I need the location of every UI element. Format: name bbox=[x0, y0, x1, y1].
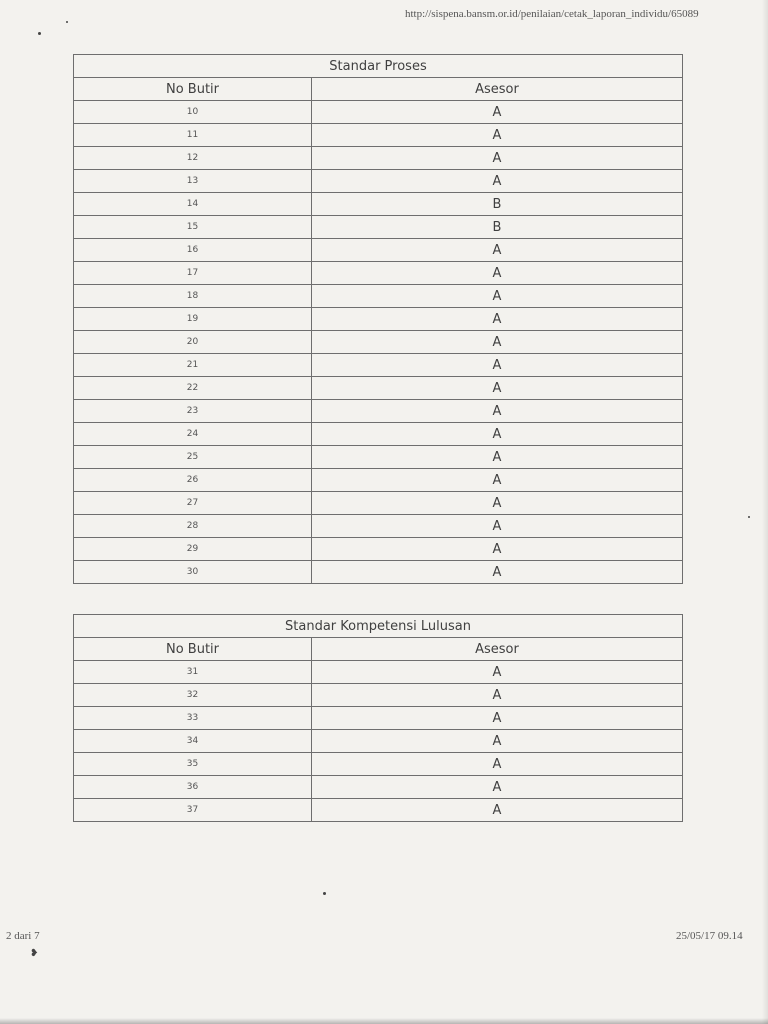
table-row bbox=[74, 262, 683, 285]
table-row bbox=[74, 515, 683, 538]
asesor-cell: A bbox=[312, 423, 683, 446]
no-butir-cell: 16 bbox=[74, 239, 312, 262]
no-butir-cell: 26 bbox=[74, 469, 312, 492]
no-butir-cell: 17 bbox=[74, 262, 312, 285]
asesor-cell: B bbox=[312, 193, 683, 216]
table-row bbox=[74, 377, 683, 400]
scan-edge bbox=[0, 1018, 768, 1024]
no-butir-cell: 14 bbox=[74, 193, 312, 216]
asesor-cell: A bbox=[312, 661, 683, 684]
table-row bbox=[74, 661, 683, 684]
scan-edge bbox=[762, 0, 768, 1024]
table-row bbox=[74, 423, 683, 446]
scan-speck bbox=[66, 21, 68, 23]
scan-speck bbox=[748, 516, 750, 518]
asesor-cell: A bbox=[312, 684, 683, 707]
table-row bbox=[74, 446, 683, 469]
no-butir-cell: 23 bbox=[74, 400, 312, 423]
table-row bbox=[74, 354, 683, 377]
asesor-cell: A bbox=[312, 730, 683, 753]
asesor-cell: A bbox=[312, 285, 683, 308]
asesor-cell: A bbox=[312, 262, 683, 285]
print-datetime: 25/05/17 09.14 bbox=[676, 930, 743, 942]
no-butir-cell: 27 bbox=[74, 492, 312, 515]
table-row bbox=[74, 684, 683, 707]
asesor-cell: A bbox=[312, 515, 683, 538]
scan-mark-icon: ❥ bbox=[30, 948, 39, 959]
table-row bbox=[74, 492, 683, 515]
no-butir-cell: 10 bbox=[74, 101, 312, 124]
asesor-cell: A bbox=[312, 101, 683, 124]
table-row bbox=[74, 469, 683, 492]
page-number: 2 dari 7 bbox=[6, 930, 40, 942]
asesor-cell: A bbox=[312, 377, 683, 400]
table-row bbox=[74, 561, 683, 584]
asesor-cell: A bbox=[312, 753, 683, 776]
column-header-asesor: Asesor bbox=[312, 78, 683, 101]
no-butir-cell: 20 bbox=[74, 331, 312, 354]
asesor-cell: A bbox=[312, 124, 683, 147]
no-butir-cell: 24 bbox=[74, 423, 312, 446]
scan-speck bbox=[323, 892, 326, 895]
scan-speck bbox=[38, 32, 41, 35]
table-row bbox=[74, 239, 683, 262]
asesor-cell: A bbox=[312, 561, 683, 584]
table-row bbox=[74, 730, 683, 753]
table-row bbox=[74, 101, 683, 124]
table-row bbox=[74, 753, 683, 776]
no-butir-cell: 28 bbox=[74, 515, 312, 538]
column-header-no-butir: No Butir bbox=[74, 638, 312, 661]
table-row bbox=[74, 799, 683, 822]
no-butir-cell: 29 bbox=[74, 538, 312, 561]
page-url: http://sispena.bansm.or.id/penilaian/cetak_laporan_individu/65089 bbox=[405, 8, 699, 20]
table-row bbox=[74, 331, 683, 354]
no-butir-cell: 11 bbox=[74, 124, 312, 147]
table-row bbox=[74, 193, 683, 216]
section-title: Standar Proses bbox=[74, 55, 683, 78]
no-butir-cell: 30 bbox=[74, 561, 312, 584]
asesor-cell: A bbox=[312, 707, 683, 730]
no-butir-cell: 19 bbox=[74, 308, 312, 331]
asesor-cell: A bbox=[312, 776, 683, 799]
no-butir-cell: 32 bbox=[74, 684, 312, 707]
no-butir-cell: 33 bbox=[74, 707, 312, 730]
no-butir-cell: 21 bbox=[74, 354, 312, 377]
asesor-cell: A bbox=[312, 308, 683, 331]
asesor-cell: A bbox=[312, 170, 683, 193]
asesor-cell: A bbox=[312, 469, 683, 492]
no-butir-cell: 12 bbox=[74, 147, 312, 170]
no-butir-cell: 37 bbox=[74, 799, 312, 822]
asesor-cell: A bbox=[312, 492, 683, 515]
table-row bbox=[74, 538, 683, 561]
asesor-cell: A bbox=[312, 331, 683, 354]
asesor-cell: A bbox=[312, 354, 683, 377]
table-row bbox=[74, 124, 683, 147]
table-row bbox=[74, 147, 683, 170]
asesor-cell: A bbox=[312, 400, 683, 423]
no-butir-cell: 36 bbox=[74, 776, 312, 799]
table-row bbox=[74, 776, 683, 799]
table-row bbox=[74, 285, 683, 308]
no-butir-cell: 31 bbox=[74, 661, 312, 684]
no-butir-cell: 15 bbox=[74, 216, 312, 239]
asesor-cell: A bbox=[312, 538, 683, 561]
table-row bbox=[74, 707, 683, 730]
no-butir-cell: 18 bbox=[74, 285, 312, 308]
no-butir-cell: 25 bbox=[74, 446, 312, 469]
table-row bbox=[74, 170, 683, 193]
column-header-no-butir: No Butir bbox=[74, 78, 312, 101]
asesor-cell: A bbox=[312, 799, 683, 822]
standar-kompetensi-lulusan-table bbox=[73, 614, 683, 822]
no-butir-cell: 34 bbox=[74, 730, 312, 753]
column-header-asesor: Asesor bbox=[312, 638, 683, 661]
no-butir-cell: 35 bbox=[74, 753, 312, 776]
table-row bbox=[74, 308, 683, 331]
asesor-cell: A bbox=[312, 239, 683, 262]
no-butir-cell: 22 bbox=[74, 377, 312, 400]
asesor-cell: A bbox=[312, 446, 683, 469]
standar-proses-table bbox=[73, 54, 683, 584]
no-butir-cell: 13 bbox=[74, 170, 312, 193]
asesor-cell: A bbox=[312, 147, 683, 170]
table-row bbox=[74, 216, 683, 239]
table-row bbox=[74, 400, 683, 423]
section-title: Standar Kompetensi Lulusan bbox=[74, 615, 683, 638]
asesor-cell: B bbox=[312, 216, 683, 239]
